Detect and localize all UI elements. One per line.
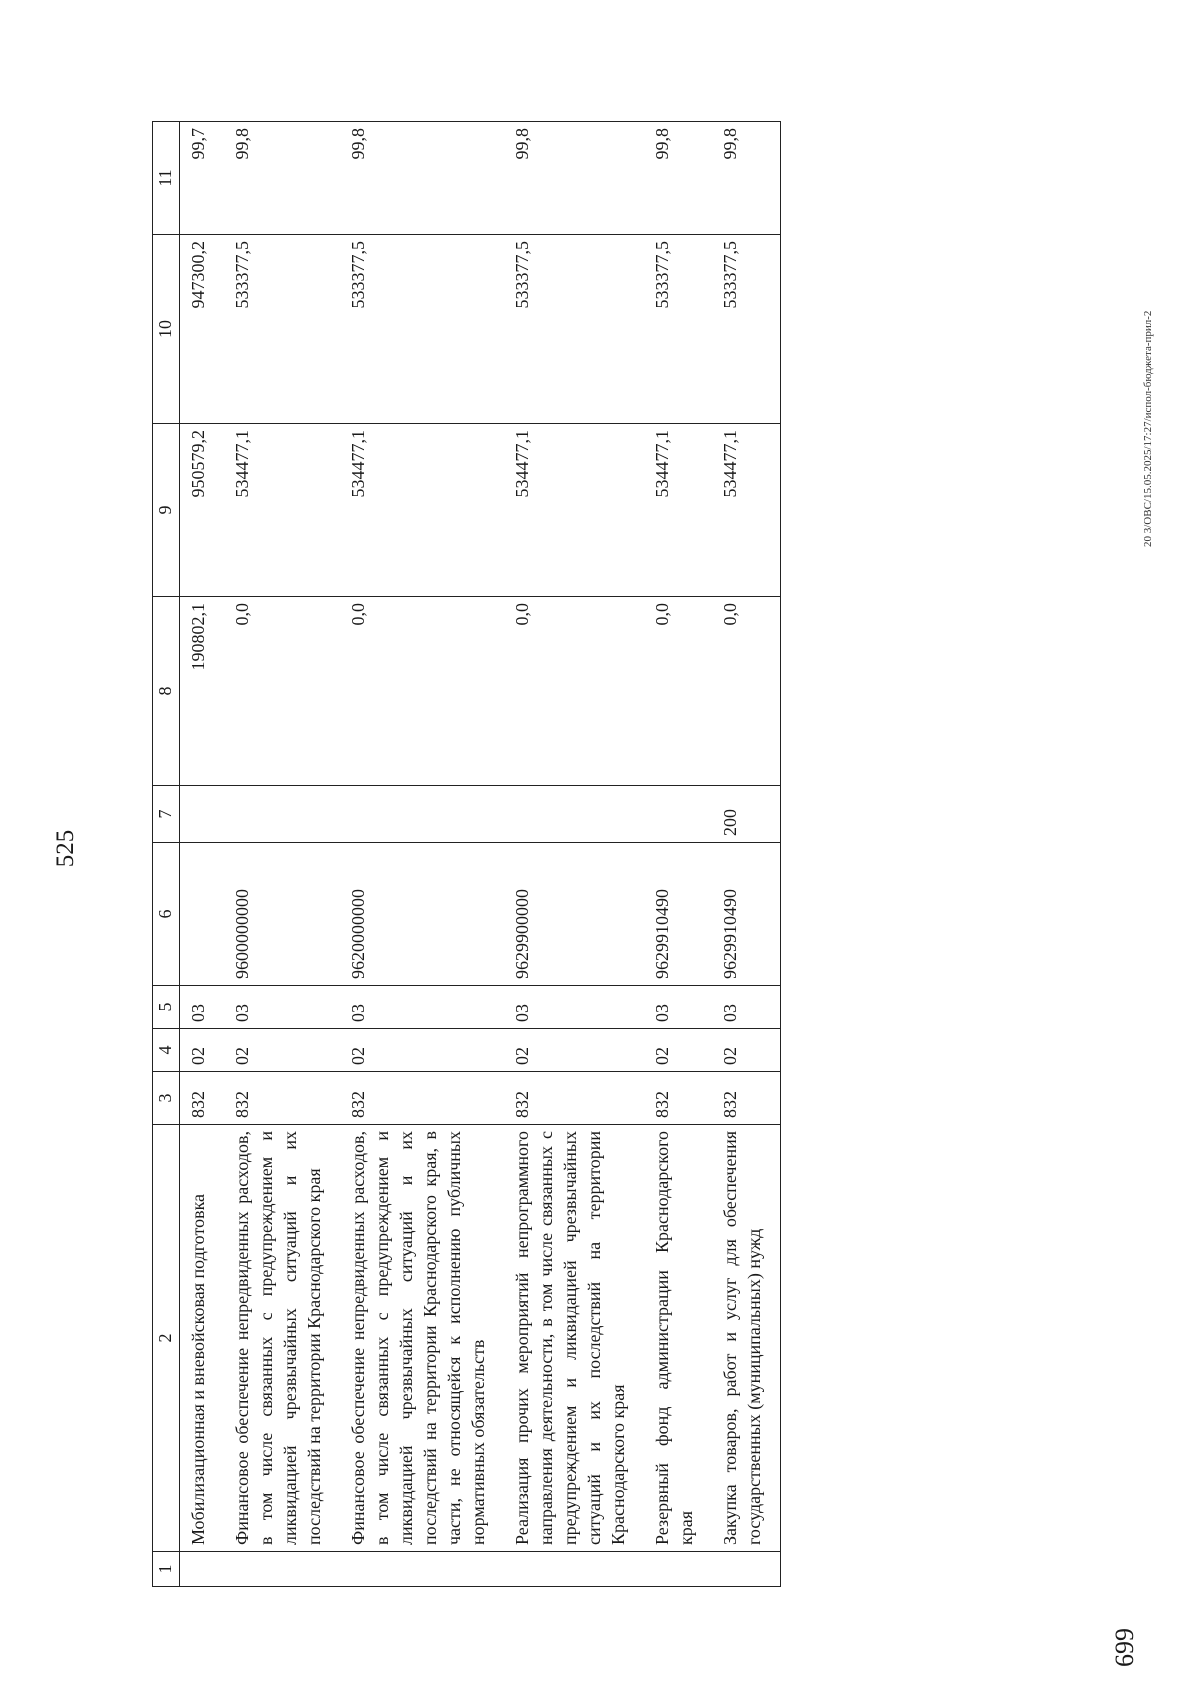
cell-name: Финансовое обеспечение непредвиденных расходов, в том числе связанных с предупреждением и ликвидацией чрезвычайных ситуаций и их последствий на территории Краснодарского края, в части, не относящейся к исполнению публичных нормативных обязательств (340, 1125, 504, 1552)
cell-value-8: 0,0 (340, 597, 504, 786)
cell-subsection: 03 (644, 986, 712, 1029)
sheet-number: 699 (1110, 1628, 1139, 1667)
cell-target-article: 9629910490 (644, 843, 712, 986)
cell-value-10: 947300,2 (180, 235, 225, 424)
cell-expense-type: 200 (712, 786, 781, 843)
cell-subsection: 03 (340, 986, 504, 1029)
cell-name: Финансовое обеспечение непредвиденных расходов, в том числе связанных с предупреждением и ликвидацией чрезвычайных ситуаций и их последствий на территории Краснодарского края (224, 1125, 340, 1552)
cell-value-10: 533377,5 (340, 235, 504, 424)
cell-percent: 99,8 (224, 122, 340, 235)
cell-name: Закупка товаров, работ и услуг для обеспечения государственных (муниципальных) нужд (712, 1125, 781, 1552)
header-col-1: 1 (153, 1552, 180, 1587)
cell-subsection: 03 (504, 986, 644, 1029)
cell-value-9: 534477,1 (644, 424, 712, 597)
cell-section: 02 (180, 1029, 225, 1072)
header-col-3: 3 (153, 1072, 180, 1125)
cell-c1 (224, 1552, 340, 1587)
cell-target-article: 9629910490 (712, 843, 781, 986)
table-row (504, 122, 644, 1587)
cell-c1 (712, 1552, 781, 1587)
cell-name: Реализация прочих мероприятий непрограммного направления деятельности, в том числе связанных с предупреждением и ликвидацией чрезвычайных ситуаций и их последствий на территории Краснодарского края (504, 1125, 644, 1552)
cell-c1 (644, 1552, 712, 1587)
table-row (340, 122, 504, 1587)
cell-name: Резервный фонд администрации Краснодарского края (644, 1125, 712, 1552)
header-col-8: 8 (153, 597, 180, 786)
cell-expense-type (504, 786, 644, 843)
cell-value-9: 534477,1 (504, 424, 644, 597)
cell-value-9: 950579,2 (180, 424, 225, 597)
document-code: 20 3/ОВС/15.05.2025/17:27/испол-бюджета-прил-2 (1142, 310, 1154, 547)
cell-section: 02 (504, 1029, 644, 1072)
cell-value-8: 0,0 (504, 597, 644, 786)
cell-ministry: 832 (504, 1072, 644, 1125)
header-col-4: 4 (153, 1029, 180, 1072)
cell-c1 (504, 1552, 644, 1587)
cell-percent: 99,8 (340, 122, 504, 235)
cell-value-10: 533377,5 (712, 235, 781, 424)
cell-section: 02 (644, 1029, 712, 1072)
header-col-2: 2 (153, 1125, 180, 1552)
cell-value-10: 533377,5 (644, 235, 712, 424)
header-col-10: 10 (153, 235, 180, 424)
cell-value-8: 0,0 (712, 597, 781, 786)
header-col-9: 9 (153, 424, 180, 597)
cell-value-8: 0,0 (224, 597, 340, 786)
header-col-5: 5 (153, 986, 180, 1029)
table-row (644, 122, 712, 1587)
cell-value-10: 533377,5 (504, 235, 644, 424)
cell-percent: 99,7 (180, 122, 225, 235)
budget-table (152, 121, 781, 1587)
table-row (712, 122, 781, 1587)
cell-value-8: 0,0 (644, 597, 712, 786)
cell-subsection: 03 (712, 986, 781, 1029)
cell-section: 02 (224, 1029, 340, 1072)
cell-target-article: 9620000000 (340, 843, 504, 986)
header-col-11: 11 (153, 122, 180, 235)
cell-value-9: 534477,1 (224, 424, 340, 597)
page-number: 525 (52, 829, 79, 868)
cell-section: 02 (340, 1029, 504, 1072)
cell-c1 (340, 1552, 504, 1587)
cell-target-article: 9629900000 (504, 843, 644, 986)
header-col-7: 7 (153, 786, 180, 843)
cell-expense-type (340, 786, 504, 843)
cell-value-10: 533377,5 (224, 235, 340, 424)
table-row (180, 122, 225, 1587)
cell-ministry: 832 (712, 1072, 781, 1125)
cell-ministry: 832 (644, 1072, 712, 1125)
cell-ministry: 832 (340, 1072, 504, 1125)
cell-subsection: 03 (180, 986, 225, 1029)
cell-percent: 99,8 (712, 122, 781, 235)
cell-target-article (180, 843, 225, 986)
cell-expense-type (180, 786, 225, 843)
cell-percent: 99,8 (504, 122, 644, 235)
cell-value-8: 190802,1 (180, 597, 225, 786)
cell-value-9: 534477,1 (340, 424, 504, 597)
cell-c1 (180, 1552, 225, 1587)
cell-subsection: 03 (224, 986, 340, 1029)
cell-ministry: 832 (180, 1072, 225, 1125)
cell-expense-type (224, 786, 340, 843)
cell-target-article: 9600000000 (224, 843, 340, 986)
cell-name: Мобилизационная и вневойсковая подготовка (180, 1125, 225, 1552)
cell-percent: 99,8 (644, 122, 712, 235)
table-row (224, 122, 340, 1587)
header-col-6: 6 (153, 843, 180, 986)
cell-expense-type (644, 786, 712, 843)
table-header-row (153, 122, 180, 1587)
cell-value-9: 534477,1 (712, 424, 781, 597)
cell-section: 02 (712, 1029, 781, 1072)
cell-ministry: 832 (224, 1072, 340, 1125)
